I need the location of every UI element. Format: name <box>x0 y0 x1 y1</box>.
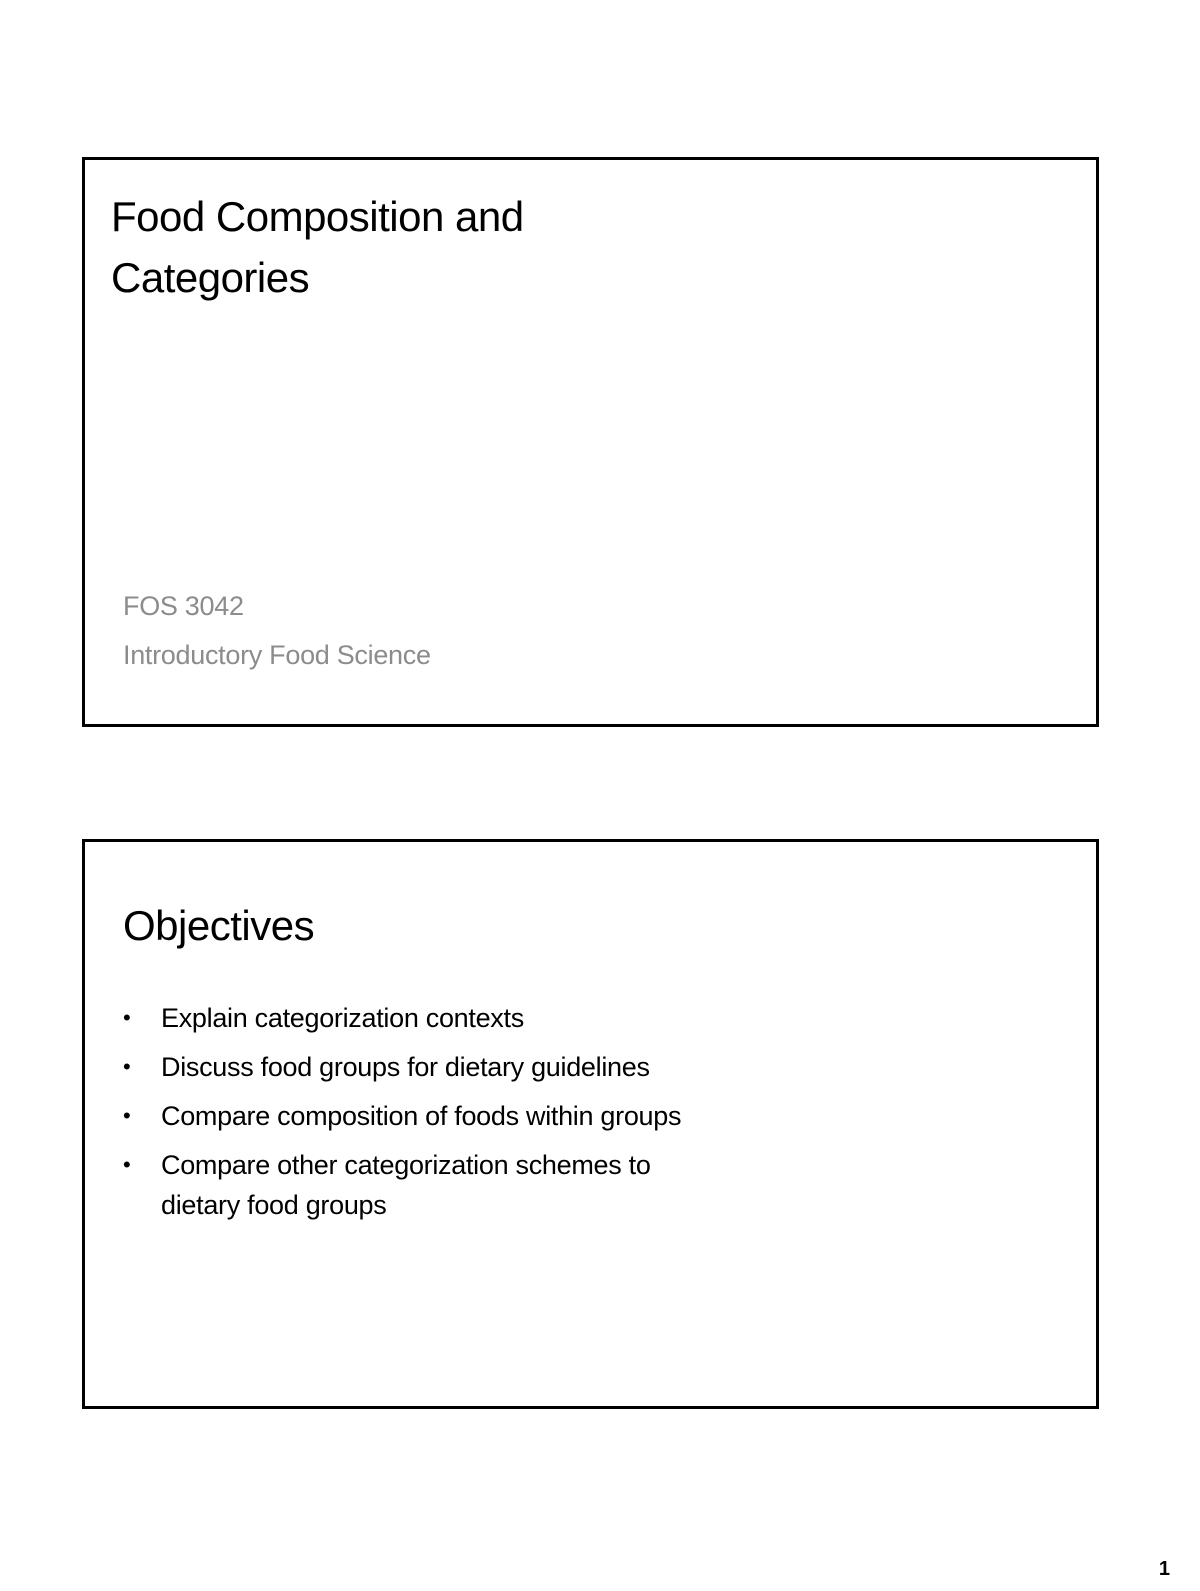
list-item <box>123 1145 723 1225</box>
list-item <box>123 1096 723 1136</box>
course-code: FOS 3042 <box>123 591 244 621</box>
objectives-list <box>123 998 723 1234</box>
slide-subtitle <box>123 582 431 680</box>
page-number: 1 <box>1158 1558 1170 1580</box>
slide-objectives <box>82 839 1099 1409</box>
bullet-icon: • <box>123 1005 131 1030</box>
list-item-text: Discuss food groups for dietary guidelines <box>161 1052 650 1082</box>
list-item-text: Explain categorization contexts <box>161 1003 524 1033</box>
list-item-text: Compare other categorization schemes to dietary food groups <box>161 1150 651 1220</box>
list-item-text: Compare composition of foods within groups <box>161 1101 682 1131</box>
bullet-icon: • <box>123 1103 131 1128</box>
slide-title-heading: Food Composition and Categories <box>111 193 524 301</box>
bullet-icon: • <box>123 1054 131 1079</box>
list-item <box>123 1047 723 1087</box>
course-name: Introductory Food Science <box>123 640 431 670</box>
bullet-icon: • <box>123 1152 131 1177</box>
objectives-heading: Objectives <box>123 902 315 949</box>
list-item <box>123 998 723 1038</box>
slide-title <box>82 157 1099 727</box>
